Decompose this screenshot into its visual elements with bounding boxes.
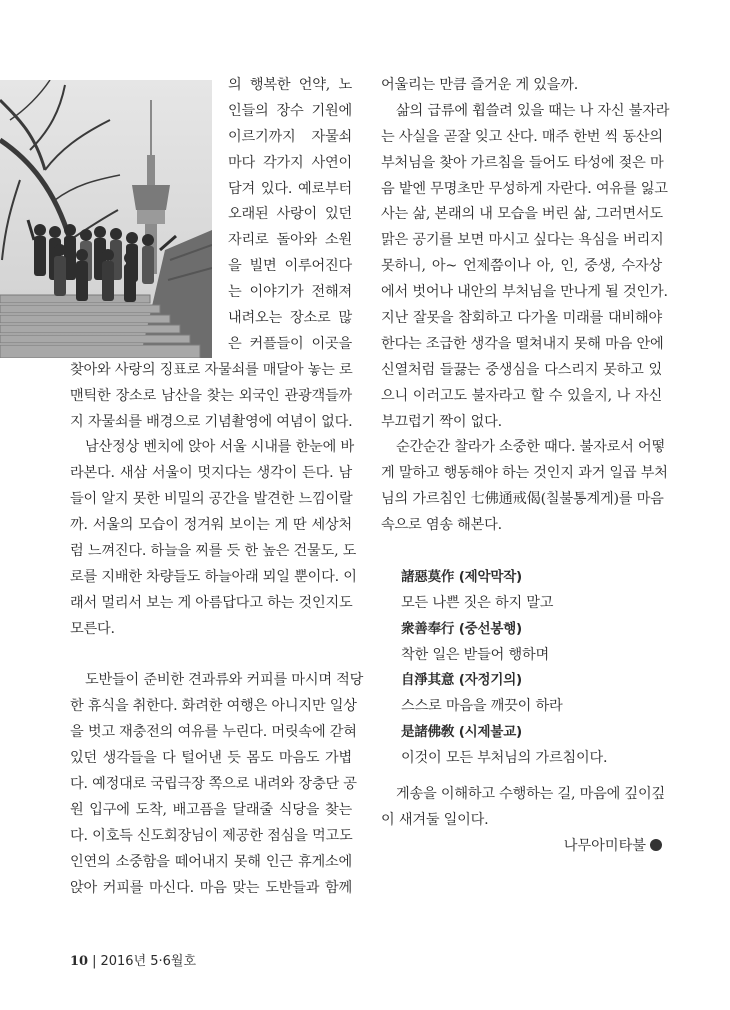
text-line: 이 새겨둘 일이다. <box>381 811 489 828</box>
paragraph <box>70 668 364 901</box>
text-line: 사는 삶, 본래의 내 모습을 버린 삶, 그러면서도 <box>381 206 663 223</box>
text-line: 맑은 공기를 보면 마시고 싶다는 욕심을 버리지 <box>381 232 664 249</box>
text-line: 으니 이러고도 불자라고 할 수 있을지, 나 자신 <box>381 387 662 404</box>
text-line: 는 사실을 곧잘 잊고 산다. 매주 한번 씩 동산의 <box>381 128 663 145</box>
verse-korean: 착한 일은 받들어 행하며 <box>401 646 549 663</box>
text-line: 삶의 급류에 휩쓸려 있을 때는 나 자신 불자라 <box>396 102 670 119</box>
page-number: 10 <box>70 954 89 969</box>
text-line: 자리로 돌아와 소원 <box>228 232 352 249</box>
right-column <box>381 73 670 860</box>
text-line: 에서 벗어나 내안의 부처님을 만나게 될 것인가. <box>381 284 668 301</box>
text-line: 지 자물쇠를 배경으로 기념촬영에 여념이 없다. <box>70 413 353 430</box>
text-line: 도반들이 준비한 견과류와 커피를 마시며 적당 <box>85 672 364 689</box>
text-line: 은 커플들이 이곳을 <box>228 335 352 352</box>
text-line: 마다 각가지 사연이 <box>228 154 352 171</box>
text-line: 다. 이호득 신도회장님이 제공한 점심을 먹고도 <box>70 827 353 844</box>
text-line: 럼 느껴진다. 하늘을 찌를 듯 한 높은 건물도, 도 <box>70 543 357 560</box>
text-line: 찾아와 사랑의 징표로 자물쇠를 매달아 놓는 로 <box>70 361 353 378</box>
text-line: 지난 잘못을 참회하고 다가올 미래를 대비해야 <box>381 310 662 327</box>
signature-text: 나무아미타불 <box>563 837 646 854</box>
text-line: 인들의 장수 기원에 <box>228 102 352 119</box>
verse-hanja: 是諸佛敎 (시제불교) <box>401 724 523 741</box>
paragraph <box>381 782 665 834</box>
text-line: 인연의 소중함을 떼어내지 못해 인근 휴게소에 <box>70 853 352 870</box>
footer-separator: | <box>92 954 97 969</box>
text-line: 게송을 이해하고 수행하는 길, 마음에 깊이깊 <box>396 786 665 803</box>
text-line: 는 이야기가 전해져 <box>228 284 352 301</box>
signature <box>381 834 662 860</box>
issue-label: 2016년 5·6월호 <box>100 954 197 969</box>
verse-hanja: 諸惡莫作 (제악막작) <box>401 568 523 585</box>
text-line: 다. 예정대로 국립극장 쪽으로 내려와 장충단 공 <box>70 776 357 793</box>
dharma-seal-icon <box>650 839 662 851</box>
text-line: 까. 서울의 모습이 정겨워 보이는 게 딴 세상처 <box>70 517 352 534</box>
text-line: 한다는 조급한 생각을 떨쳐내지 못해 마음 안에 <box>381 335 664 352</box>
text-line: 한 휴식을 취한다. 화려한 여행은 아니지만 일상 <box>70 698 357 715</box>
text-line: 담겨 있다. 예로부터 <box>228 180 352 197</box>
text-line: 오래된 사랑이 있던 <box>228 206 352 223</box>
page-footer <box>70 950 196 969</box>
text-line: 로를 지배한 차량들도 하늘아래 뫼일 뿐이다. 이 <box>70 568 357 585</box>
paragraph <box>381 99 670 436</box>
text-line: 순간순간 찰라가 소중한 때다. 불자로서 어떻 <box>396 439 665 456</box>
verse-hanja: 衆善奉行 (중선봉행) <box>401 620 523 637</box>
text-line: 의 행복한 언약, 노 <box>228 77 352 93</box>
text-line: 부끄럽기 짝이 없다. <box>381 413 502 430</box>
text-line: 맨틱한 장소로 남산을 찾는 외국인 관광객들까 <box>70 387 352 404</box>
verse-korean: 이것이 모든 부처님의 가르침이다. <box>401 750 608 767</box>
text-line: 내려오는 장소로 많 <box>228 310 352 327</box>
text-line: 못하니, 아~ 언제쯤이나 아, 인, 중생, 수자상 <box>381 258 662 275</box>
verse-block <box>381 565 662 772</box>
text-line: 음 밭엔 무명초만 무성하게 자란다. 여유를 잃고 <box>381 180 668 197</box>
verse-korean: 모든 나쁜 짓은 하지 말고 <box>401 594 554 611</box>
text-line: 이르기까지 자물쇠 <box>228 128 352 145</box>
paragraph <box>381 73 662 99</box>
text-line: 을 벗고 재충전의 여유를 누린다. 머릿속에 갇혀 <box>70 724 357 741</box>
text-line: 모른다. <box>70 620 115 637</box>
text-line: 을 빌면 이루어진다 <box>228 258 352 275</box>
text-line: 라본다. 새삼 서울이 멋지다는 생각이 든다. 남 <box>70 465 352 482</box>
left-column <box>70 73 364 902</box>
paragraph <box>70 435 357 642</box>
paragraph-wrapped <box>70 73 352 435</box>
text-line: 원 입구에 도착, 배고픔을 달래줄 식당을 찾는 <box>70 801 352 818</box>
text-line: 님의 가르침인 七佛通戒偈(칠불통계게)를 마음 <box>381 491 664 508</box>
text-line: 앉아 커피를 마신다. 마음 맞는 도반들과 함께 <box>70 879 352 896</box>
text-line: 속으로 염송 해본다. <box>381 517 502 534</box>
text-line: 남산정상 벤치에 앉아 서울 시내를 한눈에 바 <box>85 439 354 456</box>
text-line: 어울리는 만큼 즐거운 게 있을까. <box>381 77 579 93</box>
text-line: 있던 생각들을 다 털어낸 듯 몸도 마음도 가볍 <box>70 750 352 767</box>
verse-korean: 스스로 마음을 깨끗이 하라 <box>401 698 563 715</box>
verse-hanja: 自淨其意 (자정기의) <box>401 672 523 689</box>
text-line: 신열처럼 들끓는 중생심을 다스리지 못하고 있 <box>381 361 662 378</box>
text-line: 래서 멀리서 보는 게 아름답다고 하는 것인지도 <box>70 594 353 611</box>
text-line: 들이 알지 못한 비밀의 공간을 발견한 느낌이랄 <box>70 491 353 508</box>
text-line: 게 말하고 행동해야 하는 것인지 과거 일곱 부처 <box>381 465 668 482</box>
paragraph <box>381 435 668 539</box>
text-line: 부처님을 찾아 가르침을 들어도 타성에 젖은 마 <box>381 154 664 171</box>
